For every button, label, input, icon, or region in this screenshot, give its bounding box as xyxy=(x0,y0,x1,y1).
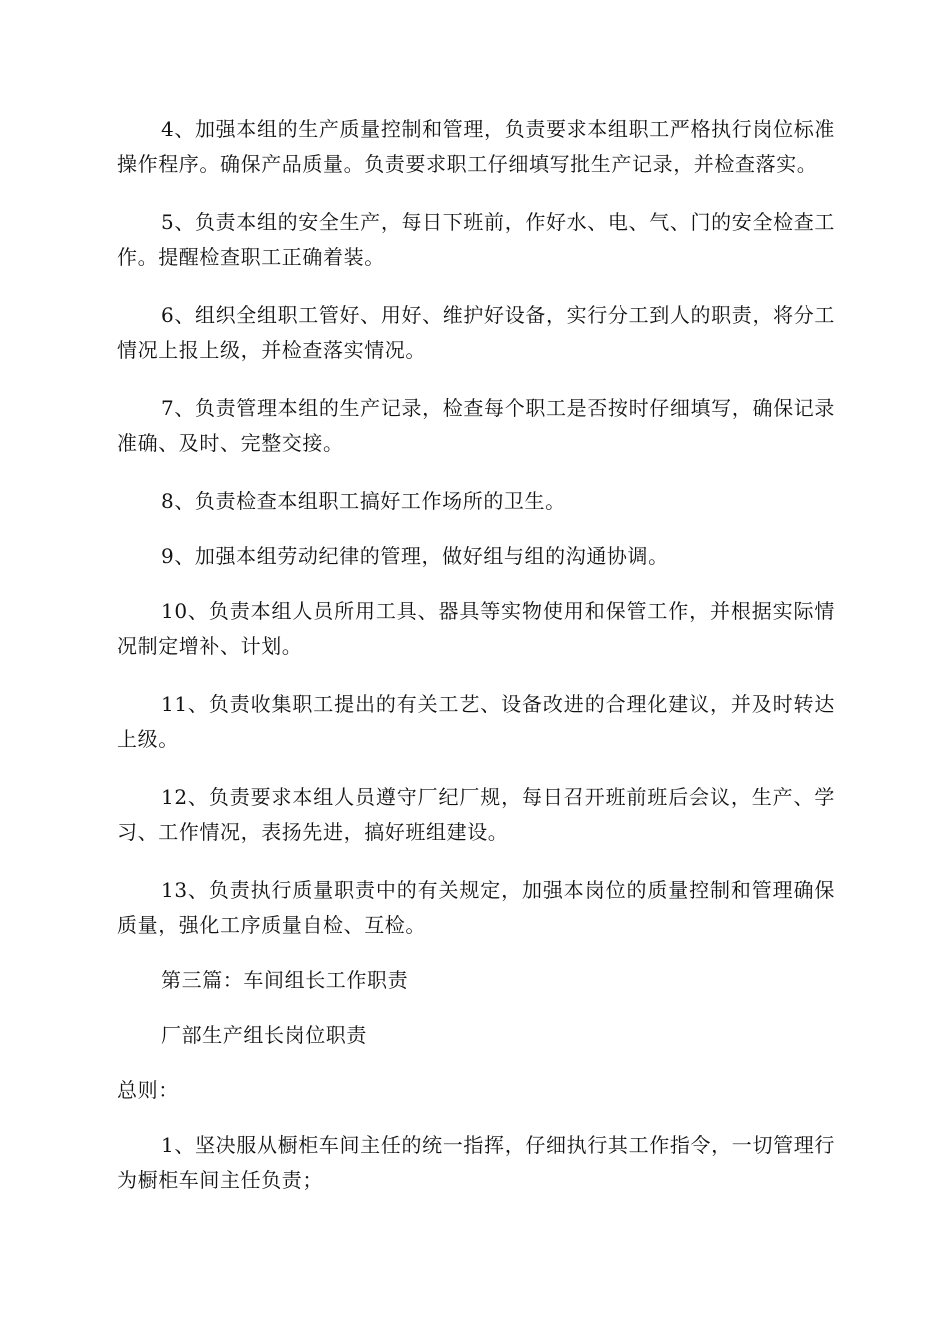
paragraph-item-7: 7、负责管理本组的生产记录，检查每个职工是否按时仔细填写，确保记录准确、及时、完整交接。 xyxy=(117,396,835,455)
paragraph-item-11: 11、负责收集职工提出的有关工艺、设备改进的合理化建议，并及时转达上级。 xyxy=(117,692,835,751)
general-rule-item-1: 1、坚决服从橱柜车间主任的统一指挥，仔细执行其工作指令，一切管理行为橱柜车间主任负责； xyxy=(117,1133,835,1192)
paragraph-item-8: 8、负责检查本组职工搞好工作场所的卫生。 xyxy=(161,489,566,513)
section-subheading: 厂部生产组长岗位职责 xyxy=(161,1023,367,1047)
paragraph-item-10: 10、负责本组人员所用工具、器具等实物使用和保管工作，并根据实际情况制定增补、计划。 xyxy=(117,599,835,658)
paragraph-item-13: 13、负责执行质量职责中的有关规定，加强本岗位的质量控制和管理确保质量，强化工序质量自检、互检。 xyxy=(117,878,835,937)
paragraph-item-12: 12、负责要求本组人员遵守厂纪厂规，每日召开班前班后会议，生产、学习、工作情况，表扬先进，搞好班组建设。 xyxy=(117,785,835,844)
paragraph-item-6: 6、组织全组职工管好、用好、维护好设备，实行分工到人的职责，将分工情况上报上级，并检查落实情况。 xyxy=(117,303,835,362)
paragraph-item-5: 5、负责本组的安全生产，每日下班前，作好水、电、气、门的安全检查工作。提醒检查职工正确着装。 xyxy=(117,210,835,269)
section-heading: 第三篇：车间组长工作职责 xyxy=(161,968,409,992)
general-rules-label: 总则： xyxy=(117,1078,179,1102)
paragraph-item-4: 4、加强本组的生产质量控制和管理，负责要求本组职工严格执行岗位标准操作程序。确保产品质量。负责要求职工仔细填写批生产记录，并检查落实。 xyxy=(117,117,835,176)
paragraph-item-9: 9、加强本组劳动纪律的管理，做好组与组的沟通协调。 xyxy=(161,544,669,568)
document-body xyxy=(117,112,835,1221)
